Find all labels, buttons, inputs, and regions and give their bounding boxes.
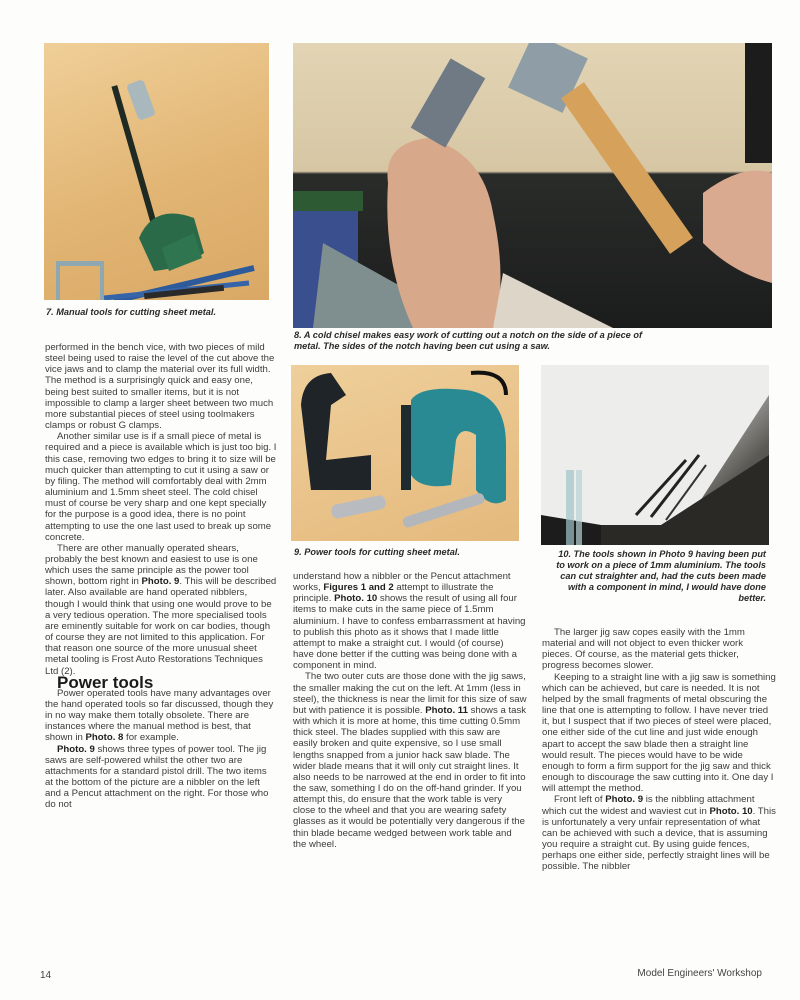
photo-reference: Photo. 10 xyxy=(709,805,753,817)
manual-tools-illustration xyxy=(44,43,269,300)
article-column-3 xyxy=(542,627,776,872)
paragraph: There are other manually operated shears, probably the best known and easiest to use is one which uses the same principle as the power tool shown, bottom right in Photo. 9. This will be described later. Also available are hand operated nibblers, though I would think that using one would prove to be a very tedious operation. The more specialised tools are eminently suitable for work on car bodies, though of course they are not limited to this application. For that reason one source of the more unusual sheet metal tooling is Frost Auto Restorations Techniques Ltd (2). xyxy=(45,542,277,677)
figure-reference: Figures 1 and 2 xyxy=(323,582,394,594)
photo-reference: Photo. 10 xyxy=(334,593,378,605)
publication-name: Model Engineers' Workshop xyxy=(637,968,762,979)
photo-reference: Photo. 9 xyxy=(57,743,95,755)
photo-9-power-tools xyxy=(291,365,519,541)
paragraph: Front left of Photo. 9 is the nibbling attachment which cut the widest and waviest cut in Photo. 10. This is unfortunately a very unfair representation of what can be achieved with such a device, that is assuming you require a straight cut. By using guide fences, perhaps one either side, perfectly straight lines will be possible. The nibbler xyxy=(542,794,776,873)
paragraph: The larger jig saw copes easily with the 1mm material and will not object to even thicker work pieces. Of course, as the material gets thicker, progress becomes slower. xyxy=(542,627,745,672)
paragraph: understand how a nibbler or the Pencut attachment works, Figures 1 and 2 attempt to illustrate the principle. Photo. 10 shows the result of using all four items to make cuts in the same piece of 1.5mm aluminium. I have to confess embarrassment at having to publish this photo as it shows that I made little attempt to make a straight cut. I would (of course) have done better if the cutting was being done with a component in mind. xyxy=(293,571,526,672)
article-column-2 xyxy=(293,571,527,850)
photo-7-manual-tools xyxy=(44,43,269,300)
paragraph: Power operated tools have many advantages over the hand operated tools so far discussed, though they in no way make them totally obsolete. There are instances where the manual method is best, that shown in Photo. 8 for example. xyxy=(45,687,274,744)
cold-chisel-illustration xyxy=(293,43,772,328)
page-number: 14 xyxy=(40,970,52,981)
photo-10-cut-aluminium xyxy=(541,365,769,545)
paragraph: performed in the bench vice, with two pieces of mild steel being used to raise the level of the cut above the vice jaws and to clamp the material over its full width. The method is a surprisingly quick and easy one, being best suited to smaller items, but it is not impossible to clamp a larger sheet between two much more substantial pieces of steel using toolmakers clamps or robust G clamps. xyxy=(45,342,275,432)
section-heading-power-tools: Power tools xyxy=(57,672,154,692)
article-column-1 xyxy=(45,342,277,811)
paragraph: Photo. 9 shows three types of power tool. The jig saws are self-powered whilst the other two are attachments for a standard pistol drill. The two items at the bottom of the picture are a nibbler on the left and a Pencut attachment on the right. For those who do not xyxy=(45,743,269,811)
photo-reference: Photo. 9 xyxy=(141,576,180,588)
photo-reference: Photo. 9 xyxy=(605,794,644,806)
paragraph: Keeping to a straight line with a jig saw is something which can be achieved, but care is needed. It is not helped by the small fragments of metal obscuring the line that one is attempting to follow. I have never tried it, but I suspect that if two pieces of steel were placed, one either side of the cut line and just wide enough apart to accept the saw blade then a straight line would result. The pieces would have to be wide enough to form a firm support for the jig saw and thick enough to discourage the saw cutting into it. One day I will attempt the method. xyxy=(542,671,776,795)
caption-photo-7: 7. Manual tools for cutting sheet metal. xyxy=(46,307,216,317)
power-tools-illustration xyxy=(291,365,519,541)
paragraph: Another similar use is if a small piece of metal is required and a piece is available which is just too big. I this case, removing two edges to bring it to size will be much quicker than attempting to cut it using a saw or by filing. The method will comfortably deal with 2mm aluminium and 1.5mm sheet steel. The cold chisel must of course be very sharp and one kept specially for the purpose is a good idea, there is no point attempting to use the one last used to break up some concrete. xyxy=(45,431,277,543)
caption-photo-10: 10. The tools shown in Photo 9 having been put to work on a piece of 1mm aluminium. The tools can cut straighter and, had the cuts been made with a component in mind, I would have done better. xyxy=(556,549,766,603)
cut-aluminium-illustration xyxy=(541,365,769,545)
photo-reference: Photo. 11 xyxy=(425,704,468,716)
paragraph: The two outer cuts are those done with the jig saws, the smaller making the cut on the left. At 1mm (less in steel), the thickness is near the limit for this size of saw but with patience it is possible. Photo. 11 shows a task with which it is more at home, this time cutting 0.5mm thick steel. The blades supplied with this saw are easily broken and quite expensive, so I use small lengths snapped from a junior hack saw blade. The wider blade means that it will only cut straight lines. It also needs to be narrowed at the end in order to fit into the saw, something I do on the off-hand grinder. If you attempt this, do ensure that the work table is very close to the wheel and that you are wearing safety glasses as it would be potentially very dangerous if the thin blade became wedged between work table and the wheel. xyxy=(293,671,527,850)
caption-photo-8: 8. A cold chisel makes easy work of cutting out a notch on the side of a piece of metal. The sides of the notch having been cut using a saw. xyxy=(294,330,643,351)
caption-photo-9: 9. Power tools for cutting sheet metal. xyxy=(294,547,460,557)
photo-8-cold-chisel xyxy=(293,43,772,328)
photo-reference: Photo. 8 xyxy=(85,732,124,744)
